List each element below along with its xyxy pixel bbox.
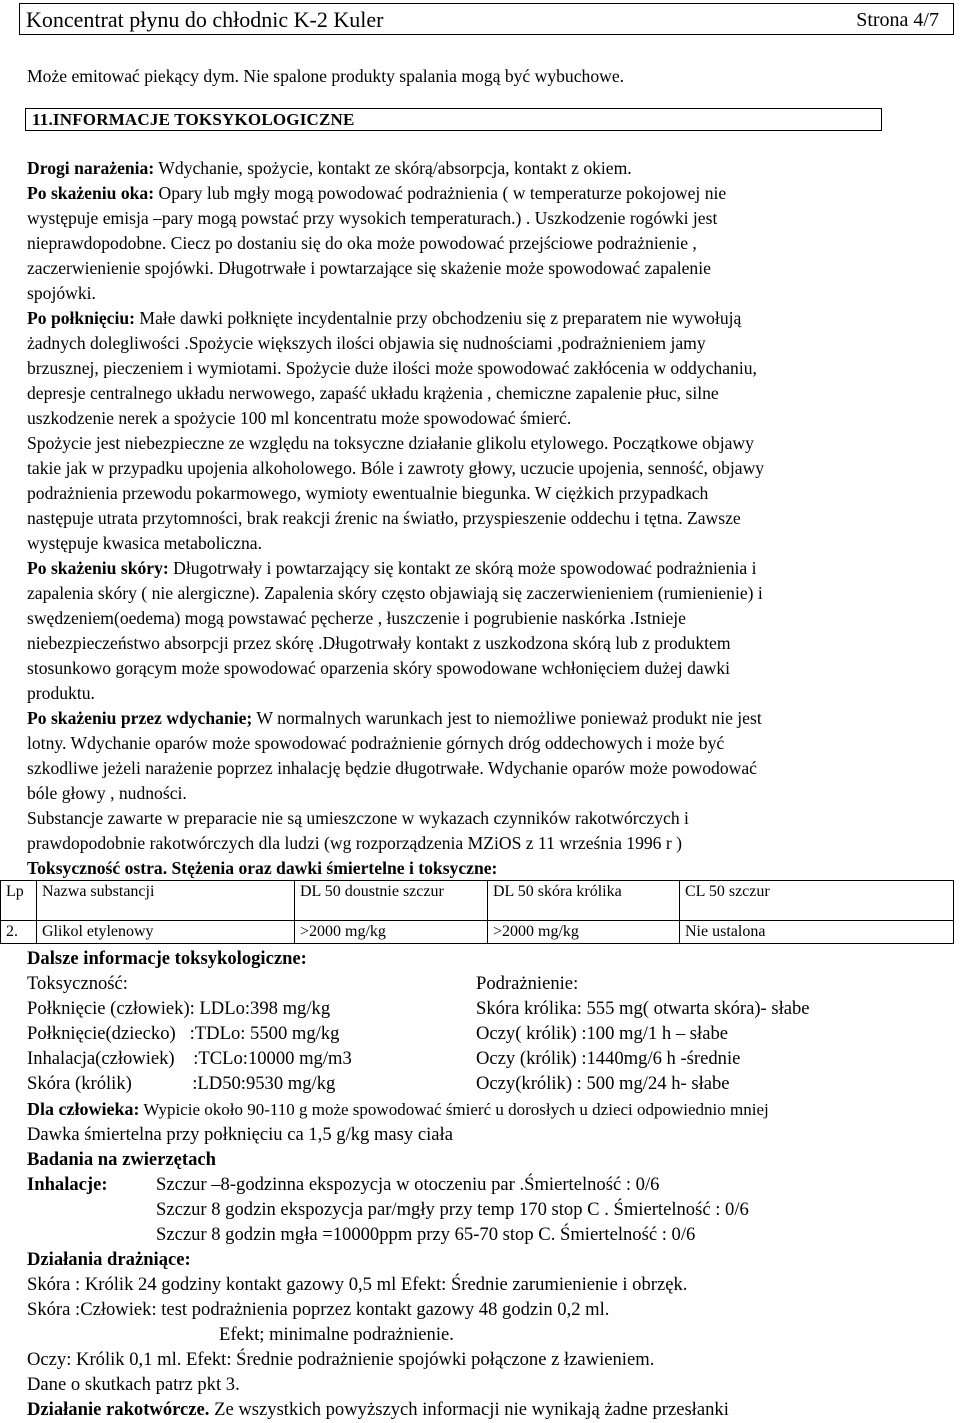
document-title: Koncentrat płynu do chłodnic K-2 Kuler [26, 7, 384, 32]
paragraph-line: niebezpieczeństwo absorpcji przez skórę .Długotrwały kontakt z uszkodzona skórą lub z produktem [27, 633, 731, 653]
paragraph-line: zapalenia skóry ( nie alergiczne). Zapalenia skóry często objawiają się zaczerwienieniem (rumienienie) i [27, 583, 763, 603]
paragraph-line: występuje kwasica metaboliczna. [27, 533, 262, 553]
paragraph-line: szkodliwe jeżeli narażenie poprzez inhalację będzie długotrwałe. Wdychanie oparów może powodować [27, 758, 757, 778]
table-header-row [1, 881, 954, 921]
table-header-cell: DL 50 skóra królika [488, 881, 680, 921]
human-line [27, 1099, 769, 1120]
table-cell: Nie ustalona [680, 921, 954, 944]
section-title: 11.INFORMACJE TOKSYKOLOGICZNE [32, 110, 355, 129]
label-exposure-routes: Drogi narażenia: [27, 158, 155, 178]
section-heading-box [25, 108, 882, 131]
carcinogenic-line [27, 1399, 729, 1421]
inhalation-item: Szczur 8 godzin ekspozycja par/mgły przy temp 170 stop C . Śmiertelność : 0/6 [156, 1199, 749, 1220]
irritation-item: Oczy(królik) : 500 mg/24 h- słabe [476, 1073, 730, 1094]
paragraph-line: bóle głowy , nudności. [27, 783, 187, 803]
paragraph-line [27, 558, 756, 579]
toxicity-item: Skóra (królik) :LD50:9530 mg/kg [27, 1073, 336, 1094]
irritation-item: Oczy( królik) :100 mg/1 h – słabe [476, 1023, 728, 1044]
toxicity-item: Połknięcie (człowiek): LDLo:398 mg/kg [27, 998, 331, 1019]
paragraph-line: lotny. Wdychanie oparów może spowodować podrażnienie górnych dróg oddechowych i może być [27, 733, 725, 753]
inhalation-item: Szczur –8-godzinna ekspozycja w otoczeniu par .Śmiertelność : 0/6 [156, 1174, 660, 1195]
text-carcinogenic: Ze wszystkich powyższych informacji nie wynikają żadne przesłanki [209, 1399, 729, 1420]
paragraph-line: Substancje zawarte w preparacie nie są umieszczone w wykazach czynników rakotwórczych i [27, 808, 689, 828]
page-number: Strona 4/7 [856, 9, 939, 31]
animal-studies-heading: Badania na zwierzętach [27, 1149, 217, 1170]
irritant-effect-line: Efekt; minimalne podrażnienie. [219, 1324, 454, 1345]
label-ingestion: Po połknięciu: [27, 308, 136, 328]
paragraph-line [27, 708, 762, 729]
irritant-effect-line: Oczy: Królik 0,1 ml. Efekt: Średnie podrażnienie spojówki połączone z łzawieniem. [27, 1349, 655, 1370]
paragraph-line: żadnych dolegliwości .Spożycie większych ilości objawia się nudnościami ,podrażnieniem jamy [27, 333, 706, 353]
acute-toxicity-heading: Toksyczność ostra. Stężenia oraz dawki śmiertelne i toksyczne: [27, 858, 498, 878]
paragraph-line: takie jak w przypadku upojenia alkoholowego. Bóle i zawroty głowy, uczucie upojenia, senność, objawy [27, 458, 765, 478]
text-eye-contact: Opary lub mgły mogą powodować podrażnienia ( w temperaturze pokojowej nie [154, 183, 727, 203]
irritant-effect-line: Skóra :Człowiek: test podrażnienia poprzez kontakt gazowy 48 godzin 0,2 ml. [27, 1299, 610, 1320]
label-human: Dla człowieka: [27, 1099, 140, 1119]
paragraph-line: Spożycie jest niebezpieczne ze względu na toksyczne działanie glikolu etylowego. Początkowe objawy [27, 433, 754, 453]
toxicity-item: Połknięcie(dziecko) :TDLo: 5500 mg/kg [27, 1023, 340, 1044]
irritation-subheading: Podrażnienie: [476, 973, 579, 994]
paragraph-line: spojówki. [27, 283, 96, 303]
skin-effects-reference: Dane o skutkach patrz pkt 3. [27, 1374, 240, 1395]
acute-toxicity-table [0, 880, 954, 944]
table-row [1, 921, 954, 944]
paragraph-line: zaczerwienienie spojówki. Długotrwałe i powtarzające się skażenie może spowodować zapalenie [27, 258, 711, 278]
intro-line: Może emitować piekący dym. Nie spalone produkty spalania mogą być wybuchowe. [27, 66, 625, 86]
text-exposure-routes: Wdychanie, spożycie, kontakt ze skórą/absorpcja, kontakt z okiem. [154, 158, 632, 178]
paragraph-line: następuje utrata przytomności, brak reakcji źrenic na światło, przyspieszenie oddechu i tętna. Zawsze [27, 508, 741, 528]
table-header-cell: Lp [1, 881, 37, 921]
paragraph-line: swędzeniem(oedema) mogą powstawać pęcherze , łuszczenie i pogrubienie naskórka .Istnieje [27, 608, 686, 628]
table-cell: 2. [1, 921, 37, 944]
further-info-heading: Dalsze informacje toksykologiczne: [27, 948, 307, 969]
paragraph-line [27, 158, 632, 179]
table-cell: >2000 mg/kg [488, 921, 680, 944]
paragraph-line: występuje emisja –pary mogą powstać przy wysokich temperaturach.) . Uszkodzenie rogówki jest [27, 208, 718, 228]
irritation-item: Oczy (królik) :1440mg/6 h -średnie [476, 1048, 741, 1069]
paragraph-line: produktu. [27, 683, 95, 703]
inhalation-label: Inhalacje: [27, 1174, 108, 1195]
lethal-dose-line: Dawka śmiertelna przy połknięciu ca 1,5 g/kg masy ciała [27, 1124, 453, 1145]
inhalation-item: Szczur 8 godzin mgła =10000ppm przy 65-70 stop C. Śmiertelność : 0/6 [156, 1224, 696, 1245]
irritation-item: Skóra królika: 555 mg( otwarta skóra)- słabe [476, 998, 810, 1019]
label-inhalation: Po skażeniu przez wdychanie; [27, 708, 253, 728]
paragraph-line [27, 183, 726, 204]
table-cell: >2000 mg/kg [295, 921, 488, 944]
table-header-cell: Nazwa substancji [37, 881, 295, 921]
irritant-effect-line: Skóra : Królik 24 godziny kontakt gazowy 0,5 ml Efekt: Średnie zarumienienie i obrzęk. [27, 1274, 688, 1295]
table-header-cell: DL 50 doustnie szczur [295, 881, 488, 921]
text-skin-contact: Długotrwały i powtarzający się kontakt ze skórą może spowodować podrażnienia i [168, 558, 757, 578]
paragraph-line: prawdopodobnie rakotwórczych dla ludzi (wg rozporządzenia MZiOS z 11 września 1996 r ) [27, 833, 682, 853]
text-ingestion: Małe dawki połknięte incydentalnie przy obchodzeniu się z preparatem nie wywołują [135, 308, 742, 328]
paragraph-line: stosunkowo gorącym może spowodować oparzenia skóry spowodowane wchłonięciem dużej dawki [27, 658, 731, 678]
paragraph-line: depresje centralnego układu nerwowego, zapaść układu krążenia , chemiczne zapalenie płuc, silne [27, 383, 719, 403]
table-header-cell: CL 50 szczur [680, 881, 954, 921]
label-eye-contact: Po skażeniu oka: [27, 183, 155, 203]
table-cell: Glikol etylenowy [37, 921, 295, 944]
paragraph-line: podrażnienia przewodu pokarmowego, wymioty ewentualnie biegunka. W ciężkich przypadkach [27, 483, 709, 503]
irritant-effects-heading: Działania drażniące: [27, 1249, 191, 1270]
paragraph-line: nieprawdopodobne. Ciecz po dostaniu się do oka może powodować przejściowe podrażnienie , [27, 233, 697, 253]
label-carcinogenic: Działanie rakotwórcze. [27, 1399, 210, 1420]
toxicity-item: Inhalacja(człowiek) :TCLo:10000 mg/m3 [27, 1048, 352, 1069]
page-header [19, 3, 954, 35]
paragraph-line: brzusznej, pieczeniem i wymiotami. Spożycie duże ilości może spowodować zakłócenia w oddychaniu, [27, 358, 757, 378]
paragraph-line: uszkodzenie nerek a spożycie 100 ml koncentratu może spowodować śmierć. [27, 408, 572, 428]
label-skin-contact: Po skażeniu skóry: [27, 558, 169, 578]
text-human: Wypicie około 90-110 g może spowodować śmierć u dorosłych u dzieci odpowiednio mniej [139, 1100, 769, 1119]
paragraph-line [27, 308, 741, 329]
toxicity-subheading: Toksyczność: [27, 973, 128, 994]
text-inhalation: W normalnych warunkach jest to niemożliwe ponieważ produkt nie jest [252, 708, 762, 728]
